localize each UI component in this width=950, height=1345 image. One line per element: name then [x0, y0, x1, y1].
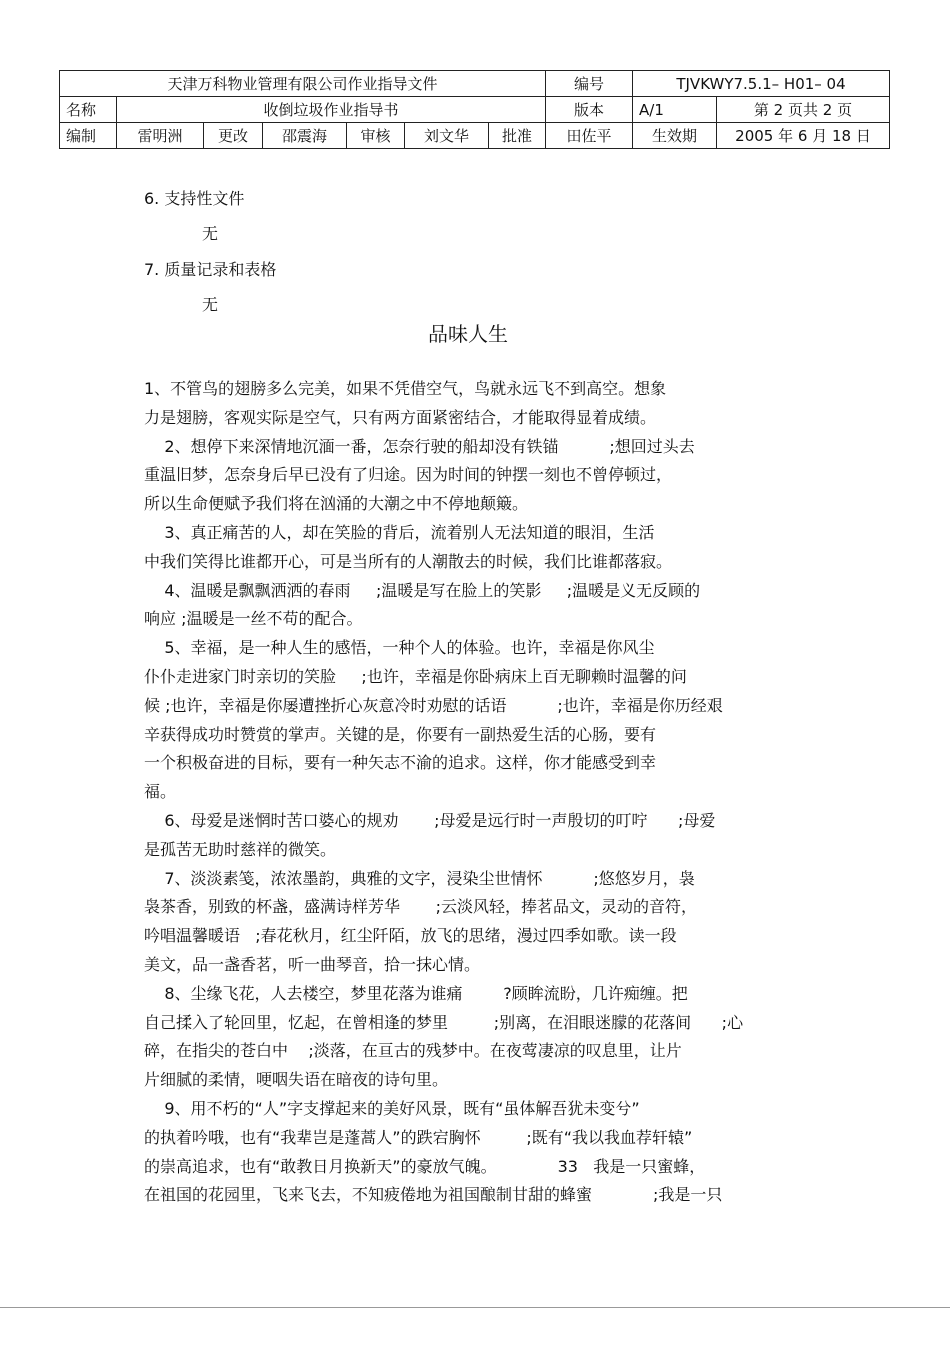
text-line: 吟唱温馨暖语 ;春花秋月，红尘阡陌，放飞的思绪，漫过四季如歌。读一段 — [144, 926, 677, 946]
author-value: 雷明洲 — [117, 123, 204, 149]
text-line: 7、淡淡素笺，浓浓墨韵，典雅的文字，浸染尘世情怀 ;悠悠岁月，袅 — [144, 868, 695, 888]
text-line: 1、不管鸟的翅膀多么完美，如果不凭借空气，鸟就永远飞不到高空。想象 — [144, 379, 667, 398]
text-line: 5、幸福，是一种人生的感悟，一种个人的体验。也许，幸福是你风尘 — [144, 638, 655, 658]
change-label: 更改 — [204, 123, 263, 149]
section-content-quality-records: 无 — [202, 295, 219, 314]
text-line: 一个积极奋进的目标，要有一种矢志不渝的追求。这样，你才能感受到幸 — [144, 753, 657, 773]
approve-label: 批准 — [489, 123, 546, 149]
page-info: 第 2 页共 2 页 — [717, 97, 890, 123]
text-line: 的执着吟哦，也有“我辈岂是蓬蒿人”的跌宕胸怀 ;既有“我以我血荐轩辕” — [144, 1127, 693, 1147]
effective-value: 2005 年 6 月 18 日 — [717, 123, 890, 149]
section-heading-quality-records: 7. 质量记录和表格 — [144, 260, 277, 279]
text-line: 所以生命便赋予我们将在汹涌的大潮之中不停地颠簸。 — [144, 494, 529, 514]
section-content-supporting-docs: 无 — [202, 224, 219, 243]
text-line: 片细腻的柔情，哽咽失语在暗夜的诗句里。 — [144, 1070, 449, 1090]
text-line: 辛获得成功时赞赏的掌声。关键的是，你要有一副热爱生活的心肠，要有 — [144, 724, 657, 744]
text-line: 8、尘缘飞花，人去楼空，梦里花落为谁痛 ?顾眸流盼，几许痴缠。把 — [144, 983, 688, 1003]
text-line: 自己揉入了轮回里，忆起，在曾相逢的梦里 ;别离，在泪眼迷朦的花落间 ;心 — [144, 1012, 744, 1032]
code-value: TJVKWY7.5.1– H01– 04 — [633, 71, 890, 97]
review-value: 刘文华 — [405, 123, 489, 149]
code-label: 编号 — [546, 71, 633, 97]
text-line: 在祖国的花园里，飞来飞去，不知疲倦地为祖国酿制甘甜的蜂蜜 ;我是一只 — [144, 1185, 723, 1205]
text-line: 袅茶香，别致的杯盏，盛满诗样芳华 ;云淡风轻，捧茗品文，灵动的音符， — [144, 897, 697, 917]
review-label: 审核 — [347, 123, 405, 149]
text-line: 候 ;也许，幸福是你屡遭挫折心灰意冷时劝慰的话语 ;也许，幸福是你历经艰 — [144, 695, 723, 715]
text-line: 碎，在指尖的苍白中 ;淡落，在亘古的残梦中。在夜莺凄凉的叹息里，让片 — [144, 1041, 682, 1061]
company-doc-title: 天津万科物业管理有限公司作业指导文件 — [60, 71, 546, 97]
article-body — [144, 375, 824, 1210]
approve-value: 田佐平 — [546, 123, 633, 149]
text-line: 响应 ;温暖是一丝不苟的配合。 — [144, 609, 363, 629]
text-line: 力是翅膀，客观实际是空气，只有两方面紧密结合，才能取得显着成绩。 — [144, 407, 657, 427]
change-value: 邵震海 — [263, 123, 347, 149]
name-label: 名称 — [60, 97, 117, 123]
text-line: 美文，品一盏香茗，听一曲琴音，拾一抹心情。 — [144, 954, 481, 974]
name-value: 收倒垃圾作业指导书 — [117, 97, 546, 123]
text-line: 中我们笑得比谁都开心，可是当所有的人潮散去的时候，我们比谁都落寂。 — [144, 551, 673, 571]
text-line: 重温旧梦，怎奈身后早已没有了归途。因为时间的钟摆一刻也不曾停顿过， — [144, 465, 673, 485]
text-line: 的崇高追求，也有“敢教日月换新天”的豪放气魄。 33 我是一只蜜蜂， — [144, 1156, 706, 1176]
text-line: 是孤苦无助时慈祥的微笑。 — [144, 839, 337, 859]
text-line: 9、用不朽的“人”字支撑起来的美好风景，既有“虽体解吾犹未变兮” — [144, 1098, 640, 1118]
text-line: 2、想停下来深情地沉湎一番，怎奈行驶的船却没有铁锚 ;想回过头去 — [144, 436, 695, 456]
article-title: 品味人生 — [428, 322, 508, 346]
version-value: A/1 — [633, 97, 717, 123]
document-header-table — [59, 70, 890, 149]
text-line: 6、母爱是迷惘时苦口婆心的规劝 ;母爱是远行时一声殷切的叮咛 ;母爱 — [144, 810, 716, 830]
footer-rule — [0, 1307, 950, 1308]
section-heading-supporting-docs: 6. 支持性文件 — [144, 189, 245, 208]
text-line: 4、温暖是飘飘洒洒的春雨 ;温暖是写在脸上的笑影 ;温暖是义无反顾的 — [144, 580, 701, 600]
text-line: 3、真正痛苦的人，却在笑脸的背后，流着别人无法知道的眼泪，生活 — [144, 522, 655, 542]
text-line: 福。 — [144, 782, 177, 802]
effective-label: 生效期 — [633, 123, 717, 149]
text-line: 仆仆走进家门时亲切的笑脸 ;也许，幸福是你卧病床上百无聊赖时温馨的问 — [144, 666, 687, 686]
version-label: 版本 — [546, 97, 633, 123]
author-label: 编制 — [60, 123, 117, 149]
